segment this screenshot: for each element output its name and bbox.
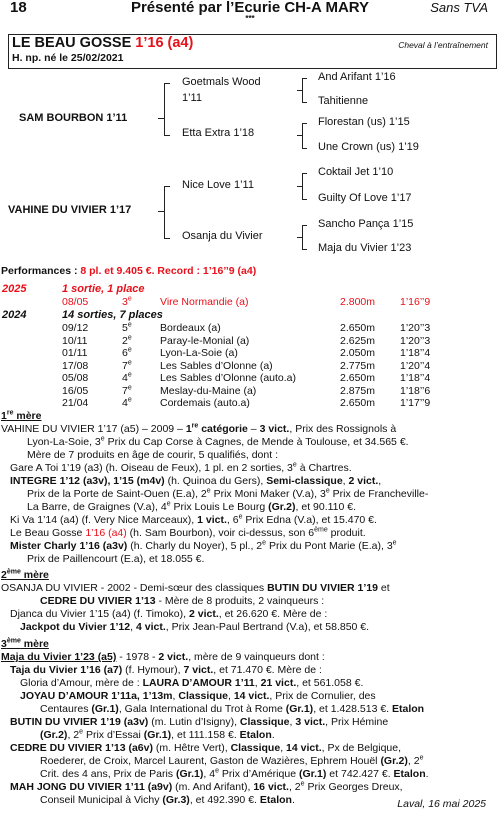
race-track: Les Sables d’Olonne (a) — [160, 359, 273, 372]
bracket-tick — [297, 186, 302, 187]
mere3-line: Taja du Vivier 1’16 (a7) (f. Hymour), 7 vict., et 71.470 €. Mère de : — [10, 664, 322, 676]
bracket-tick — [302, 78, 307, 79]
mere2-line: Jackpot du Vivier 1’12, 4 vict., Prix Jean-Paul Bertrand (V.a), et 58.850 €. — [20, 621, 370, 633]
race-track: Meslay-du-Maine (a) — [160, 384, 257, 397]
mere1-line: Ki Va 1’14 (a4) (f. Very Nice Marceaux), 1 vict., 6e Prix Edna (V.a), et 15.470 €. — [10, 513, 377, 526]
race-date: 05/08 — [62, 372, 89, 384]
race-place: 4e — [122, 396, 132, 409]
year-2024-summary: 14 sorties, 7 places — [62, 309, 163, 321]
bracket-tick — [302, 148, 307, 149]
race-date: 17/08 — [62, 359, 89, 372]
mere3-line: MAH JONG DU VIVIER 1’11 (a9v) (m. And Arifant), 16 vict., 2e Prix Georges Dreux, — [10, 780, 403, 793]
bracket-gen2-1 — [302, 78, 303, 102]
pedigree-gen3-4: Une Crown (us) 1’19 — [318, 141, 419, 153]
race-time: 1’20’’3 — [400, 334, 431, 347]
pedigree-gen3-8: Maja du Vivier 1’23 — [318, 242, 412, 254]
mere1-line: Gare A Toi 1’19 (a3) (h. Oiseau de Feux), 1 pl. en 2 sorties, 3e à Chartres. — [10, 461, 352, 474]
race-time: 1’18’’4 — [400, 347, 431, 359]
mere3-line: Crit. des 4 ans, Prix de Paris (Gr.1), 4e Prix d’Amérique (Gr.1) et 742.427 €. Etalon. — [40, 767, 429, 780]
horse-status: Cheval à l’entraînement — [398, 40, 488, 50]
race-distance: 2.800m — [340, 296, 376, 308]
tva-note: Sans TVA — [430, 0, 488, 15]
mere2-line: CEDRE DU VIVIER 1’13 - Mère de 8 produits, 2 vainqueurs : — [40, 595, 325, 607]
mere3-line: Maja du Vivier 1’23 (a5) - 1978 - 2 vict., mère de 9 vainqueurs dont : — [1, 651, 325, 663]
bracket-tick — [164, 238, 170, 239]
mere1-line: Prix de Paillencourt (E.a), et 18.055 €. — [27, 553, 205, 565]
race-place: 7e — [122, 384, 132, 397]
bracket-tick — [302, 102, 307, 103]
mere1-line: Mister Charly 1’16 (a3v) (h. Charly du Noyer), 5 pl., 2e Prix du Pont Marie (E.a), 3e — [10, 539, 397, 552]
bracket-sire — [164, 83, 165, 135]
mere1-line: VAHINE DU VIVIER 1’17 (a5) – 2009 – 1re catégorie – 3 vict., Prix des Rossignols à — [1, 422, 397, 435]
mere1-line: INTEGRE 1’12 (a3v), 1’15 (m4v) (h. Quinoa du Gers), Semi-classique, 2 vict., — [10, 475, 382, 487]
race-track: Les Sables d’Olonne (auto.a) — [160, 372, 297, 384]
performances-summary — [1, 265, 256, 277]
page-title: Présenté par l’Ecurie CH-A MARY — [130, 0, 370, 16]
bracket-tick — [164, 83, 170, 84]
race-distance: 2.875m — [340, 384, 376, 397]
mere1-line: Lyon-La-Soie, 3e Prix du Cap Corse à Cagnes, de Mende à Toulouse, et 34.565 €. — [27, 435, 409, 448]
race-date: 01/11 — [62, 347, 88, 359]
performances-label: Performances : — [1, 265, 81, 277]
race-place: 7e — [122, 359, 132, 372]
mere1-line: Prix de la Porte de Saint-Ouen (E.a), 2e Prix Moni Maker (V.a), 3e Prix de Francheville- — [27, 487, 429, 500]
performances-record: 8 pl. et 9.405 €. Record : 1’16’’9 (a4) — [80, 265, 257, 277]
pedigree-dam: VAHINE DU VIVIER 1’17 — [8, 204, 132, 216]
section-1re-mere: 1re mère — [1, 409, 42, 422]
page-number: 18 — [10, 0, 27, 16]
bracket-tick — [164, 186, 170, 187]
race-time: 1’16’’9 — [400, 296, 431, 308]
mere1-line: Le Beau Gosse 1’16 (a4) (h. Sam Bourbon), voir ci-dessus, son 6ème produit. — [10, 526, 366, 539]
bracket-tick — [297, 90, 302, 91]
pedigree-gen2-2: Etta Extra 1’18 — [182, 127, 255, 139]
race-distance: 2.650m — [340, 322, 376, 334]
pedigree-gen2-4: Osanja du Vivier — [182, 230, 263, 242]
race-time: 1’20’’4 — [400, 359, 431, 372]
mere3-line: Gloria d’Amour, mère de : LAURA D’AMOUR 1’11, 21 vict., et 561.058 €. — [20, 677, 364, 689]
bracket-tick — [297, 237, 302, 238]
mere3-line: Centaures (Gr.1), Gala International du Trot à Rome (Gr.1), et 1.428.513 €. Etalon — [40, 703, 425, 715]
race-place: 2e — [122, 334, 132, 347]
race-place: 5e — [122, 321, 132, 334]
mere1-line: La Barre, de Graignes (V.a), 4e Prix Louis Le Bourg (Gr.2), et 90.110 €. — [27, 500, 357, 513]
mere3-line: JOYAU D’AMOUR 1’11a, 1’13m, Classique, 14 vict., Prix de Cornulier, des — [20, 690, 376, 702]
mere3-line: BUTIN DU VIVIER 1’19 (a3v) (m. Lutin d’Isigny), Classique, 3 vict., Prix Hémine — [10, 716, 389, 728]
bracket-gen2-2 — [302, 123, 303, 148]
race-place: 3e — [122, 295, 132, 308]
race-date: 16/05 — [62, 384, 89, 397]
mere3-line: (Gr.2), 2e Prix d’Essai (Gr.1), et 111.158 €. Etalon. — [40, 728, 275, 741]
year-2024: 2024 — [2, 309, 27, 321]
pedigree-gen3-5: Coktail Jet 1’10 — [318, 166, 394, 178]
mere1-line: Mère de 7 produits en âge de courir, 5 qualifiés, dont : — [27, 449, 278, 461]
race-track: Bordeaux (a) — [160, 322, 221, 334]
race-time: 1’18’’4 — [400, 372, 431, 384]
horse-record: 1’16 (a4) — [135, 35, 194, 51]
race-place: 6e — [122, 346, 132, 359]
race-date: 09/12 — [62, 322, 89, 334]
bracket-gen2-3 — [302, 173, 303, 199]
race-distance: 2.625m — [340, 334, 376, 347]
bracket-tick — [158, 118, 164, 119]
race-distance: 2.775m — [340, 359, 376, 372]
bracket-tick — [302, 123, 307, 124]
horse-name-text: LE BEAU GOSSE — [12, 35, 132, 51]
race-track: Cordemais (auto.a) — [160, 397, 250, 409]
race-time: 1’18’’6 — [400, 384, 431, 397]
race-distance: 2.050m — [340, 347, 376, 359]
pedigree-sire: SAM BOURBON 1’11 — [19, 112, 128, 124]
section-2eme-mere: 2ème mère — [1, 568, 49, 581]
bracket-tick — [164, 135, 170, 136]
race-distance: 2.650m — [340, 397, 376, 409]
mere2-line: OSANJA DU VIVIER - 2002 - Demi-sœur des classiques BUTIN DU VIVIER 1’19 et — [1, 582, 390, 594]
bracket-gen2-4 — [302, 225, 303, 249]
mere2-line: Djanca du Vivier 1’15 (a4) (f. Timoko), 2 vict., et 26.620 €. Mère de : — [10, 608, 328, 620]
pedigree-gen3-2: Tahitienne — [318, 95, 369, 107]
race-distance: 2.650m — [340, 372, 376, 384]
race-time: 1’20’’3 — [400, 322, 431, 334]
mere3-line: CEDRE DU VIVIER 1’13 (a6v) (m. Hêtre Vert), Classique, 14 vict., Px de Belgique, — [10, 742, 402, 754]
horse-birth: H. np. né le 25/02/2021 — [12, 52, 124, 64]
race-time: 1’17’’9 — [400, 397, 431, 409]
bracket-tick — [297, 135, 302, 136]
pedigree-gen3-6: Guilty Of Love 1’17 — [318, 192, 412, 204]
race-track: Lyon-La-Soie (a) — [160, 347, 238, 359]
bracket-dam — [164, 186, 165, 238]
race-place: 4e — [122, 371, 132, 384]
pedigree-gen3-3: Florestan (us) 1’15 — [318, 116, 410, 128]
pedigree-gen2-3: Nice Love 1’11 — [182, 179, 254, 191]
bracket-tick — [158, 211, 164, 212]
race-date: 08/05 — [62, 296, 89, 308]
race-track: Vire Normandie (a) — [160, 296, 249, 308]
pedigree-gen2-1: Goetmals Wood — [182, 76, 261, 88]
race-date: 21/04 — [62, 397, 89, 409]
bracket-tick — [302, 199, 307, 200]
race-track: Paray-le-Monial (a) — [160, 334, 250, 347]
year-2025: 2025 — [2, 283, 27, 295]
bracket-tick — [302, 173, 307, 174]
separator-stars: *** — [245, 14, 255, 23]
mere3-line: Conseil Municipal à Vichy (Gr.3), et 492.390 €. Etalon. — [40, 794, 295, 806]
bracket-tick — [302, 249, 307, 250]
mere3-line: Roederer, de Croix, Marcel Laurent, Gaston de Wazières, Ephrem Houël (Gr.2), 2e — [40, 754, 424, 767]
pedigree-gen3-7: Sancho Pança 1’15 — [318, 218, 414, 230]
horse-name — [12, 35, 193, 51]
footer-date: Laval, 16 mai 2025 — [397, 798, 486, 810]
bracket-tick — [302, 225, 307, 226]
year-2025-summary: 1 sortie, 1 place — [62, 283, 145, 295]
race-date: 10/11 — [62, 334, 88, 347]
pedigree-gen2-1-record: 1’11 — [182, 92, 202, 104]
section-3eme-mere: 3ème mère — [1, 637, 49, 650]
pedigree-gen3-1: And Arifant 1’16 — [318, 71, 396, 83]
